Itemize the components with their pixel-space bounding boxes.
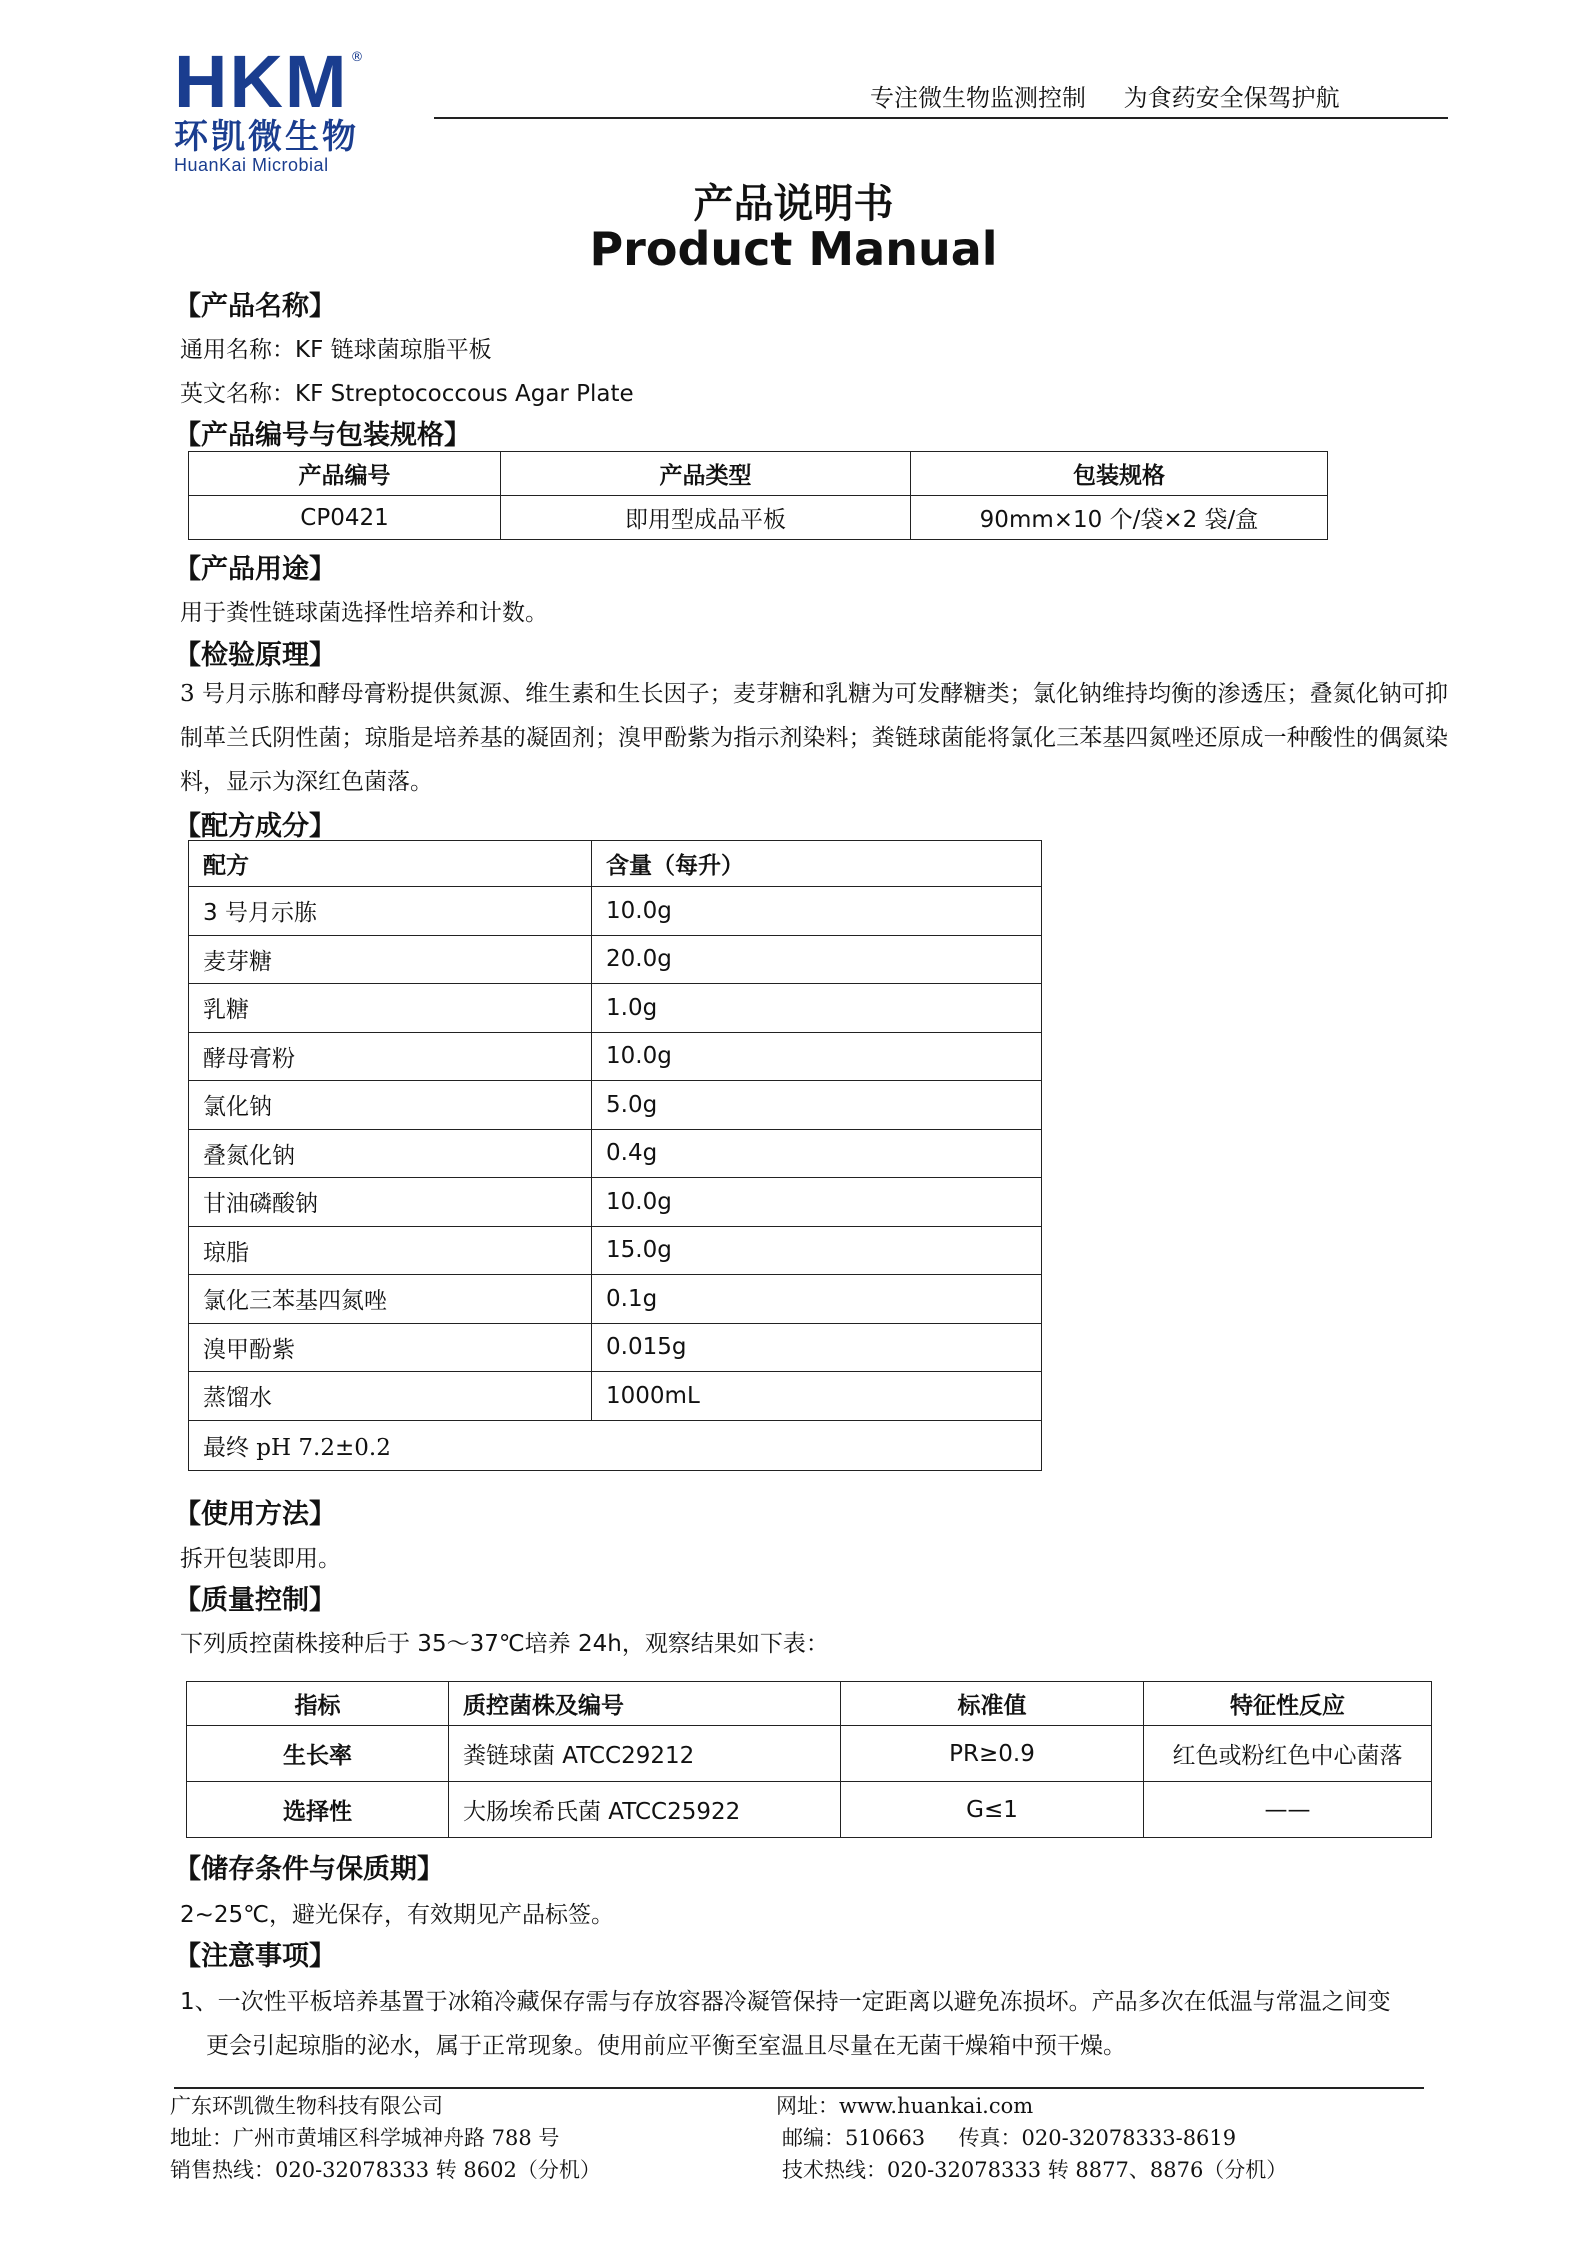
column-header: 含量（每升）: [592, 841, 1042, 887]
column-header: 产品编号: [189, 452, 501, 496]
logo-mark: [174, 40, 434, 123]
principle-body: 号月示胨和酵母膏粉提供氮源、维生素和生长因子；麦芽糖和乳糖为可发酵糖类；氯化钠维持均衡的渗透压；叠氮化钠可抑制革兰氏阴性菌；琼脂是培养基的凝固剂；溴甲酚紫为指示剂染料；粪链球菌能将氯化三苯基四氮唑还原成一种酸性的偶氮染料，显示为深红色菌落。: [180, 681, 1448, 795]
table-row: [189, 496, 1328, 540]
ingredient-amount: 10.0g: [592, 1032, 1042, 1081]
packaging-table: [188, 451, 1328, 540]
qc-reaction: ——: [1144, 1782, 1432, 1838]
product-type: 即用型成品平板: [501, 496, 911, 540]
generic-name: 通用名称：KF 链球菌琼脂平板: [180, 337, 492, 363]
section-heading-notes: 【注意事项】: [174, 1941, 336, 1972]
ingredient-name: 3 号月示胨: [189, 887, 592, 936]
ingredient-amount: 0.015g: [592, 1323, 1042, 1372]
ingredient-amount: 0.1g: [592, 1275, 1042, 1324]
table-row: [189, 1178, 1042, 1227]
table-row: [189, 984, 1042, 1033]
ingredient-name: 酵母膏粉: [189, 1032, 592, 1081]
qc-table: [186, 1681, 1432, 1838]
formula-table: [188, 840, 1042, 1471]
package-spec: 90mm×10 个/袋×2 袋/盒: [911, 496, 1328, 540]
table-row: [189, 1323, 1042, 1372]
ingredient-name: 蒸馏水: [189, 1372, 592, 1421]
final-ph-row: [189, 1420, 1042, 1470]
ingredient-amount: 10.0g: [592, 887, 1042, 936]
ingredient-amount: 5.0g: [592, 1081, 1042, 1130]
column-header: 质控菌株及编号: [449, 1682, 841, 1726]
notes-line-1: 1、一次性平板培养基置于冰箱冷藏保存需与存放容器冷凝管保持一定距离以避免冻损坏。产品多次在低温与常温之间变: [180, 1989, 1391, 2015]
footer-company: 广东环凯微生物科技有限公司: [170, 2094, 443, 2118]
company-logo: [174, 40, 434, 175]
qc-strain: 大肠埃希氏菌 ATCC25922: [449, 1782, 841, 1838]
footer-tech-hotline: 技术热线：020-32078333 转 8877、8876（分机）: [782, 2158, 1288, 2182]
ingredient-name: 甘油磷酸钠: [189, 1178, 592, 1227]
product-code: CP0421: [189, 496, 501, 540]
storage-text: 2~25℃，避光保存，有效期见产品标签。: [180, 1902, 615, 1928]
table-row: [189, 1372, 1042, 1421]
qc-strain: 粪链球菌 ATCC29212: [449, 1726, 841, 1782]
table-row: [189, 1081, 1042, 1130]
header-divider: [434, 117, 1448, 119]
qc-indicator: 选择性: [187, 1782, 449, 1838]
page-title-cn: 产品说明书: [693, 181, 894, 227]
table-row: [189, 1275, 1042, 1324]
column-header: 配方: [189, 841, 592, 887]
table-header-row: [189, 452, 1328, 496]
table-row: [187, 1782, 1432, 1838]
qc-reaction: 红色或粉红色中心菌落: [1144, 1726, 1432, 1782]
section-heading-packaging: 【产品编号与包装规格】: [174, 420, 471, 451]
ingredient-name: 溴甲酚紫: [189, 1323, 592, 1372]
footer-address: 地址：广州市黄埔区科学城神舟路 788 号: [170, 2126, 560, 2150]
logo-chinese-name: 环凯微生物: [174, 117, 359, 157]
table-row: [189, 1129, 1042, 1178]
footer-sales-hotline: 销售热线：020-32078333 转 8602（分机）: [170, 2158, 601, 2182]
section-heading-product-name: 【产品名称】: [174, 291, 336, 322]
english-name: 英文名称：KF Streptococcous Agar Plate: [180, 381, 634, 407]
qc-standard: G≤1: [841, 1782, 1144, 1838]
page-title-en: Product Manual: [589, 222, 998, 276]
section-heading-formula: 【配方成分】: [174, 811, 336, 842]
ingredient-name: 麦芽糖: [189, 935, 592, 984]
tagline-part-1: 专注微生物监测控制: [870, 84, 1086, 112]
notes-line-2: 更会引起琼脂的泌水，属于正常现象。使用前应平衡至室温且尽量在无菌干燥箱中预干燥。: [206, 2033, 1126, 2059]
ingredient-amount: 15.0g: [592, 1226, 1042, 1275]
table-row: [189, 1226, 1042, 1275]
ingredient-amount: 1000mL: [592, 1372, 1042, 1421]
table-header-row: [187, 1682, 1432, 1726]
ingredient-name: 氯化钠: [189, 1081, 592, 1130]
qc-standard: PR≥0.9: [841, 1726, 1144, 1782]
table-header-row: [189, 841, 1042, 887]
usage-text: 用于粪性链球菌选择性培养和计数。: [180, 600, 548, 626]
principle-number: 3: [180, 681, 195, 707]
ingredient-name: 叠氮化钠: [189, 1129, 592, 1178]
table-row: [189, 1032, 1042, 1081]
logo-english-name: HuanKai Microbial: [174, 155, 329, 175]
table-row: [187, 1726, 1432, 1782]
section-heading-method: 【使用方法】: [174, 1499, 336, 1530]
ingredient-name: 氯化三苯基四氮唑: [189, 1275, 592, 1324]
ingredient-amount: 0.4g: [592, 1129, 1042, 1178]
ingredient-amount: 10.0g: [592, 1178, 1042, 1227]
qc-intro: 下列质控菌株接种后于 35～37℃培养 24h，观察结果如下表：: [180, 1631, 829, 1657]
final-ph: 最终 pH 7.2±0.2: [189, 1420, 1042, 1470]
column-header: 产品类型: [501, 452, 911, 496]
column-header: 标准值: [841, 1682, 1144, 1726]
section-heading-usage: 【产品用途】: [174, 554, 336, 585]
column-header: 特征性反应: [1144, 1682, 1432, 1726]
method-text: 拆开包装即用。: [180, 1546, 341, 1572]
ingredient-name: 乳糖: [189, 984, 592, 1033]
footer-postcode-fax: 邮编：510663 传真：020-32078333-8619: [782, 2126, 1237, 2150]
section-heading-principle: 【检验原理】: [174, 640, 336, 671]
table-row: [189, 935, 1042, 984]
principle-text: [180, 672, 1448, 804]
footer-website: 网址：www.huankai.com: [776, 2094, 1034, 2118]
section-heading-qc: 【质量控制】: [174, 1585, 336, 1616]
qc-indicator: 生长率: [187, 1726, 449, 1782]
ingredient-name: 琼脂: [189, 1226, 592, 1275]
registered-mark: ®: [350, 50, 364, 65]
column-header: 指标: [187, 1682, 449, 1726]
footer-divider: [174, 2087, 1424, 2089]
table-row: [189, 887, 1042, 936]
section-heading-storage: 【储存条件与保质期】: [174, 1854, 444, 1885]
tagline-part-2: 为食药安全保驾护航: [1123, 84, 1340, 112]
ingredient-amount: 1.0g: [592, 984, 1042, 1033]
ingredient-amount: 20.0g: [592, 935, 1042, 984]
header-tagline: [870, 78, 1340, 113]
logo-letters: HKM: [174, 40, 349, 123]
column-header: 包装规格: [911, 452, 1328, 496]
